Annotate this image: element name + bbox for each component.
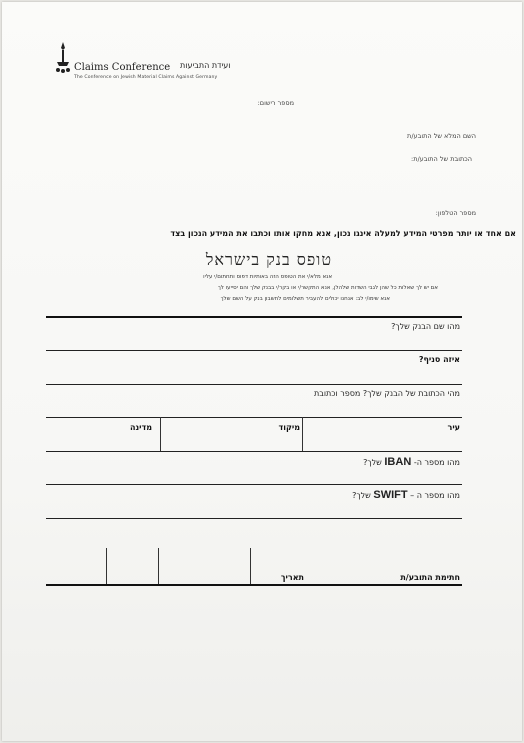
city-label: עיר <box>447 423 460 432</box>
divider-country-zip <box>160 417 161 451</box>
correction-warning: אם אחד או יותר מפרטי המידע למעלה אינגו נכון, אנא מחקו אותו וכתבו את המידע הנכון בצד <box>170 229 516 238</box>
swift-code: SWIFT <box>373 489 408 501</box>
swift-label-suffix: שלך? <box>352 491 371 500</box>
signature-box-divider-2 <box>158 548 159 584</box>
org-name-en: Claims Conference <box>74 62 171 73</box>
iban-field[interactable] <box>46 484 462 485</box>
top-rule <box>46 316 462 318</box>
bank-address-label: מהי הכתובת של הבנק שלך? מספר וכתובת <box>313 389 460 398</box>
form-title: טופס בנק בישראל <box>205 250 332 269</box>
date-label: תאריך <box>280 573 304 582</box>
org-name-he: ועידת התביעות <box>180 61 231 70</box>
instruction-line-2: אם יש לך שאלות כל שהן לגבי השדות שלהלן, אנא התקשר/י או בקר/י בבנק שלך והם יסייעו לך <box>217 285 438 291</box>
zip-label: מיקוד <box>278 423 300 432</box>
signature-date-field[interactable] <box>46 584 462 586</box>
bank-name-label: מהו שם הבנק שלך? <box>391 322 460 331</box>
branch-label: איזה סניף? <box>418 355 460 364</box>
org-subtitle: The Conference on Jewish Material Claims Against Germany <box>74 75 218 80</box>
bank-address-field[interactable] <box>46 417 462 418</box>
signature-box-divider-3 <box>250 548 251 584</box>
iban-code: IBAN <box>384 456 412 468</box>
branch-field[interactable] <box>46 384 462 385</box>
claims-conference-logo-icon <box>54 42 72 76</box>
instruction-line-3: אנא שימו/י לב: אנחנו יכולים להעביר תשלומים לחשבון בנק על השם שלך <box>220 296 390 302</box>
form-sheet <box>2 2 522 741</box>
claimant-address-label: הכתובת של התובע/ת: <box>411 155 472 163</box>
country-label: מדינה <box>130 423 152 432</box>
instruction-line-1: אנא מלא/י את הטופס הזה באותיות דפוס ותחתום/י עליו <box>203 274 332 280</box>
iban-label-prefix: מהו מספר ה- <box>413 458 460 467</box>
phone-number-label: מספר הטלפון: <box>435 209 476 217</box>
signature-label: חתימת התובע/ת <box>400 573 460 582</box>
iban-label-suffix: שלך? <box>363 458 382 467</box>
registration-number-label: מספר רישום: <box>257 99 294 107</box>
divider-zip-city <box>302 417 303 451</box>
bank-name-field[interactable] <box>46 350 462 351</box>
claimant-name-label: השם המלא של התובע/ת <box>407 132 476 140</box>
city-zip-country-field[interactable] <box>46 451 462 452</box>
signature-box-divider-1 <box>106 548 107 584</box>
swift-field[interactable] <box>46 518 462 519</box>
swift-label-prefix: מהו מספר ה – <box>410 491 460 500</box>
swift-label <box>352 489 460 501</box>
iban-label <box>363 456 460 468</box>
